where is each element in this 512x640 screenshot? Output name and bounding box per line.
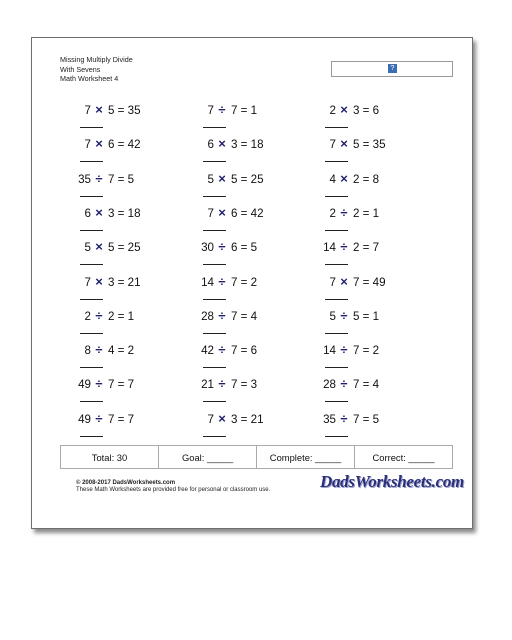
operand-a: 14 <box>323 344 336 358</box>
site-logo: DadsWorksheets.com <box>320 472 464 491</box>
operand-b-result: 7 = 2 <box>353 344 380 358</box>
problem <box>194 410 284 441</box>
answer-blank[interactable] <box>325 333 348 334</box>
divide-icon: ÷ <box>340 410 348 426</box>
divide-icon: ÷ <box>218 273 226 289</box>
worksheet-header <box>60 55 133 84</box>
multiply-icon: × <box>340 102 348 117</box>
answer-blank[interactable] <box>203 436 226 437</box>
operand-a: 14 <box>201 275 214 289</box>
problem <box>194 204 284 235</box>
answer-blank[interactable] <box>325 299 348 300</box>
operand-a: 7 <box>207 104 214 117</box>
answer-blank[interactable] <box>203 333 226 334</box>
problem <box>194 138 284 166</box>
usage-line: These Math Worksheets are provided free for personal or classroom use. <box>76 487 271 494</box>
problem <box>71 378 161 406</box>
answer-blank[interactable] <box>80 367 103 368</box>
problem <box>71 410 161 441</box>
divide-icon: ÷ <box>218 342 226 358</box>
divide-icon: ÷ <box>340 342 348 358</box>
operand-a: 49 <box>78 412 91 426</box>
divide-icon: ÷ <box>95 410 103 426</box>
answer-blank[interactable] <box>80 196 103 197</box>
score-table <box>60 445 453 469</box>
operand-b-result: 3 = 18 <box>108 206 141 220</box>
copyright-notice <box>76 480 270 494</box>
operand-a: 7 <box>84 104 91 117</box>
operand-b-result: 7 = 5 <box>353 412 380 426</box>
operand-b-result: 3 = 21 <box>108 275 141 289</box>
operand-b-result: 3 = 21 <box>231 412 264 426</box>
multiply-icon: × <box>95 273 103 289</box>
operand-a: 7 <box>207 412 214 426</box>
divide-icon: ÷ <box>95 376 103 392</box>
operand-b-result: 7 = 3 <box>231 378 258 392</box>
answer-blank[interactable] <box>80 230 103 231</box>
problem <box>71 307 161 338</box>
operand-b-result: 5 = 1 <box>353 309 380 323</box>
problem <box>71 273 161 304</box>
operand-a: 21 <box>201 378 214 392</box>
answer-blank[interactable] <box>80 264 103 265</box>
operand-a: 8 <box>84 344 91 358</box>
divide-icon: ÷ <box>218 307 226 323</box>
operand-b-result: 7 = 1 <box>231 104 258 117</box>
correct-cell[interactable]: Correct: _____ <box>372 451 435 463</box>
answer-blank[interactable] <box>80 161 103 162</box>
operand-b-result: 2 = 8 <box>353 172 380 186</box>
multiply-icon: × <box>340 170 348 186</box>
problem <box>194 344 284 372</box>
answer-blank[interactable] <box>203 127 226 128</box>
operand-a: 42 <box>201 344 214 358</box>
answer-blank[interactable] <box>203 264 226 265</box>
problem <box>71 344 161 372</box>
divide-icon: ÷ <box>340 204 348 220</box>
operand-b-result: 7 = 7 <box>108 378 135 392</box>
problem <box>316 410 406 441</box>
operand-b-result: 7 = 4 <box>231 309 258 323</box>
multiply-icon: × <box>95 204 103 220</box>
answer-blank[interactable] <box>203 161 226 162</box>
problem <box>316 378 406 406</box>
problem <box>194 170 284 201</box>
operand-b-result: 3 = 18 <box>231 138 264 152</box>
operand-a: 5 <box>329 309 336 323</box>
operand-a: 2 <box>329 104 336 117</box>
goal-cell[interactable]: Goal: _____ <box>159 446 257 468</box>
problem <box>194 273 284 304</box>
multiply-icon: × <box>218 204 226 220</box>
operand-a: 2 <box>329 206 336 220</box>
operand-a: 7 <box>329 138 336 152</box>
operand-a: 28 <box>323 378 336 392</box>
problem <box>316 204 406 235</box>
divide-icon: ÷ <box>95 342 103 358</box>
multiply-icon: × <box>218 170 226 186</box>
answer-blank[interactable] <box>203 367 226 368</box>
problem <box>194 104 284 132</box>
operand-b-result: 5 = 25 <box>231 172 264 186</box>
problem <box>71 241 161 269</box>
operand-b-result: 7 = 2 <box>231 275 258 289</box>
problem <box>71 138 161 166</box>
operand-a: 6 <box>84 206 91 220</box>
divide-icon: ÷ <box>340 376 348 392</box>
answer-blank[interactable] <box>203 196 226 197</box>
divide-icon: ÷ <box>218 239 226 255</box>
operand-b-result: 7 = 49 <box>353 275 386 289</box>
complete-cell[interactable]: Complete: _____ <box>257 446 355 468</box>
answer-blank[interactable] <box>325 401 348 402</box>
operand-b-result: 7 = 5 <box>108 172 135 186</box>
multiply-icon: × <box>95 102 103 117</box>
divide-icon: ÷ <box>95 170 103 186</box>
operand-a: 7 <box>207 206 214 220</box>
help-icon[interactable]: ? <box>388 64 397 73</box>
operand-a: 35 <box>323 412 336 426</box>
copyright-line: © 2008-2017 DadsWorksheets.com <box>76 480 176 486</box>
operand-b-result: 5 = 35 <box>108 104 141 117</box>
operand-b-result: 5 = 25 <box>108 241 141 255</box>
operand-b-result: 2 = 1 <box>108 309 135 323</box>
operand-b-result: 7 = 4 <box>353 378 380 392</box>
operand-a: 6 <box>207 138 214 152</box>
operand-a: 28 <box>201 309 214 323</box>
divide-icon: ÷ <box>95 307 103 323</box>
operand-b-result: 6 = 42 <box>108 138 141 152</box>
answer-blank[interactable] <box>325 127 348 128</box>
operand-a: 35 <box>78 172 91 186</box>
divide-icon: ÷ <box>218 102 226 117</box>
problem <box>316 273 406 304</box>
operand-a: 5 <box>207 172 214 186</box>
problem <box>194 378 284 406</box>
operand-b-result: 2 = 7 <box>353 241 380 255</box>
answer-blank[interactable] <box>80 401 103 402</box>
answer-blank[interactable] <box>325 436 348 437</box>
name-box[interactable] <box>331 61 453 77</box>
operand-b-result: 7 = 7 <box>108 412 135 426</box>
answer-blank[interactable] <box>325 161 348 162</box>
answer-blank[interactable] <box>80 127 103 128</box>
operand-b-result: 6 = 42 <box>231 206 264 220</box>
problem <box>194 307 284 338</box>
operand-a: 7 <box>329 275 336 289</box>
operand-b-result: 5 = 35 <box>353 138 386 152</box>
operand-b-result: 7 = 6 <box>231 344 258 358</box>
answer-blank[interactable] <box>80 299 103 300</box>
operand-a: 7 <box>84 275 91 289</box>
header-title: Missing Multiply Divide <box>60 55 133 64</box>
multiply-icon: × <box>218 410 226 426</box>
answer-blank[interactable] <box>80 436 103 437</box>
operand-a: 49 <box>78 378 91 392</box>
operand-b-result: 6 = 5 <box>231 241 258 255</box>
operand-b-result: 4 = 2 <box>108 344 135 358</box>
answer-blank[interactable] <box>80 333 103 334</box>
total-cell: Total: 30 <box>61 446 159 468</box>
problem <box>71 104 161 132</box>
answer-blank[interactable] <box>203 299 226 300</box>
multiply-icon: × <box>95 136 103 152</box>
answer-blank[interactable] <box>325 367 348 368</box>
operand-a: 14 <box>323 241 336 255</box>
header-subtitle: With Sevens <box>60 64 101 74</box>
operand-b-result: 2 = 1 <box>353 206 380 220</box>
answer-blank[interactable] <box>203 401 226 402</box>
problem <box>316 344 406 372</box>
problem <box>316 104 406 132</box>
problem <box>71 170 161 201</box>
multiply-icon: × <box>340 136 348 152</box>
problem <box>316 241 406 269</box>
header-worksheet-number: Math Worksheet 4 <box>60 74 119 84</box>
divide-icon: ÷ <box>218 376 226 392</box>
problem <box>194 241 284 269</box>
operand-a: 7 <box>84 138 91 152</box>
divide-icon: ÷ <box>340 239 348 255</box>
divide-icon: ÷ <box>340 307 348 323</box>
problem <box>71 204 161 235</box>
problem <box>316 138 406 166</box>
answer-blank[interactable] <box>325 264 348 265</box>
operand-a: 30 <box>201 241 214 255</box>
operand-a: 5 <box>84 241 91 255</box>
operand-a: 4 <box>329 172 336 186</box>
multiply-icon: × <box>218 136 226 152</box>
multiply-icon: × <box>340 273 348 289</box>
problem <box>316 170 406 201</box>
problem <box>316 307 406 338</box>
answer-blank[interactable] <box>325 196 348 197</box>
operand-b-result: 3 = 6 <box>353 104 380 117</box>
operand-a: 2 <box>84 309 91 323</box>
answer-blank[interactable] <box>203 230 226 231</box>
answer-blank[interactable] <box>325 230 348 231</box>
multiply-icon: × <box>95 239 103 255</box>
